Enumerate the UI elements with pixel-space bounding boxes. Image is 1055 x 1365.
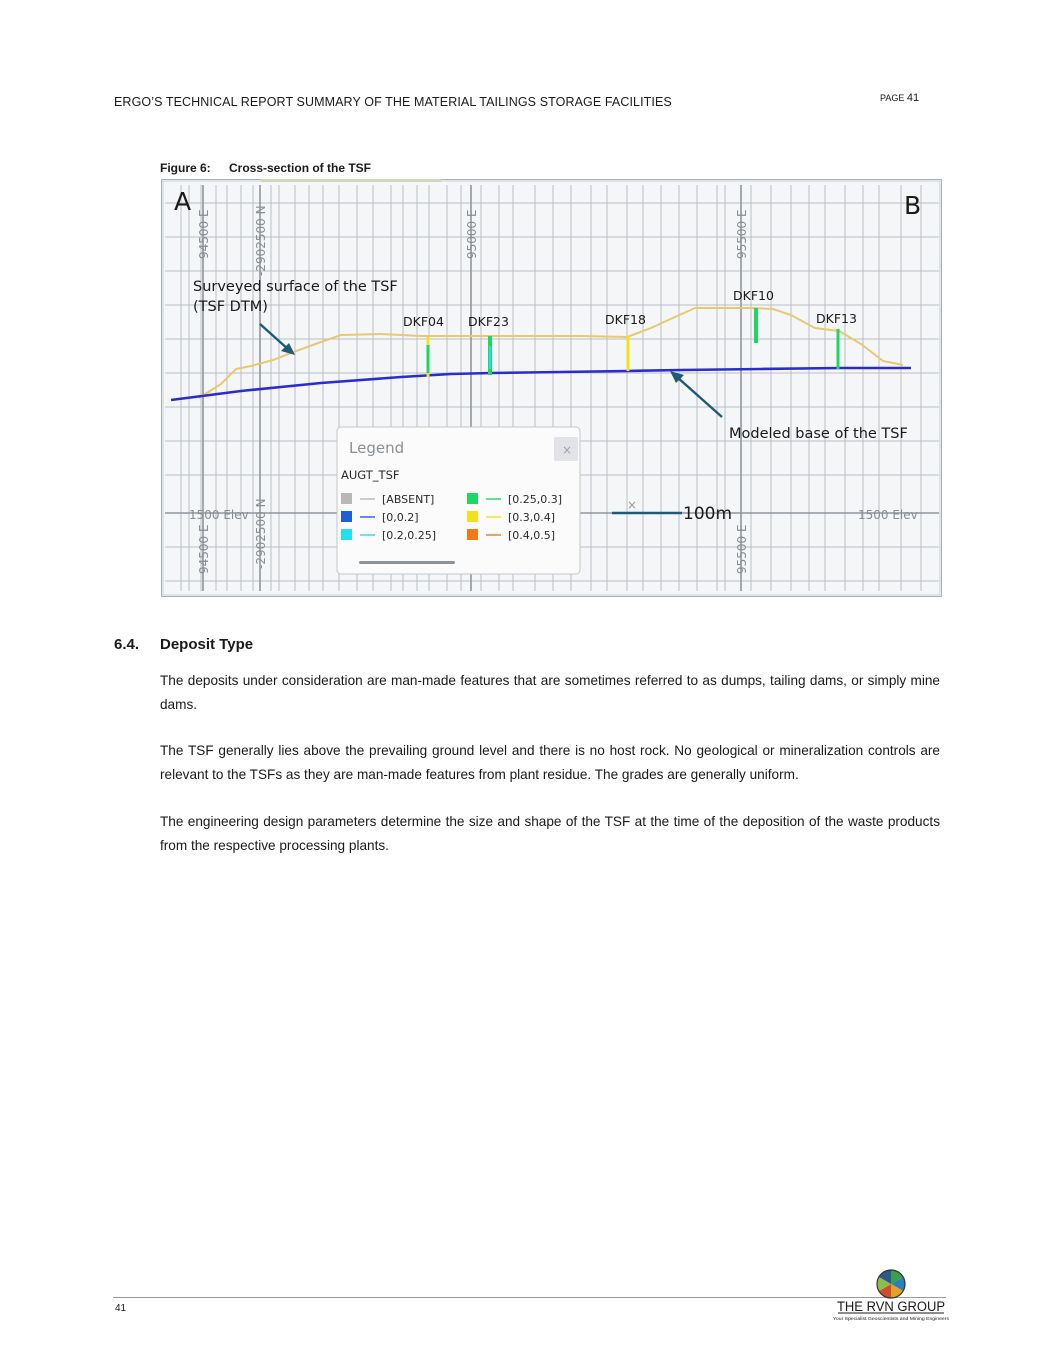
legend-swatch-absent — [341, 493, 352, 504]
drillhole-label-dkf23: DKF23 — [468, 314, 509, 329]
figure-title: Cross-section of the TSF — [229, 161, 372, 175]
figure-number: Figure 6: — [160, 161, 211, 175]
drillhole-label-dkf10: DKF10 — [733, 288, 774, 303]
grid-label-2902500n-top: -2902500 N — [254, 205, 268, 276]
surface-annotation-line2: (TSF DTM) — [193, 299, 268, 315]
elevation-label-left: 1500 Elev — [189, 508, 249, 522]
page-prefix: PAGE — [880, 93, 905, 103]
base-annotation: Modeled base of the TSF — [729, 426, 908, 442]
drillhole-label-dkf18: DKF18 — [605, 312, 646, 327]
legend-panel[interactable] — [337, 427, 580, 574]
running-header-title: ERGO’S TECHNICAL REPORT SUMMARY OF THE MATERIAL TAILINGS STORAGE FACILITIES — [114, 95, 672, 109]
grid-label-95500e-top: 95500 E — [735, 209, 749, 259]
figure-top-tab — [261, 179, 441, 182]
legend-field-name: AUGT_TSF — [341, 468, 400, 482]
surface-annotation-line1: Surveyed surface of the TSF — [193, 279, 398, 295]
footer-page-number: 41 — [115, 1303, 127, 1314]
legend-scrollbar[interactable] — [359, 561, 455, 564]
legend-close-icon[interactable]: × — [562, 443, 573, 457]
cross-section-image — [161, 179, 942, 597]
figure-caption — [160, 161, 371, 175]
grid-label-95000e-top: 95000 E — [465, 209, 479, 259]
section-title: Deposit Type — [160, 636, 254, 653]
elevation-label-right: 1500 Elev — [858, 508, 918, 522]
legend-label-0-0.2: [0,0.2] — [382, 511, 419, 524]
section-number: 6.4. — [114, 636, 140, 653]
legend-swatch-0.3-0.4 — [467, 511, 478, 522]
grid-label-95500e-bottom: 95500 E — [735, 524, 749, 574]
grid-label-94500e-bottom: 94500 E — [197, 524, 211, 574]
legend-title: Legend — [349, 439, 405, 457]
legend-swatch-0-0.2 — [341, 511, 352, 522]
legend-swatch-0.2-0.25 — [341, 529, 352, 540]
grid-label-94500e-top: 94500 E — [197, 209, 211, 259]
legend-label-0.25-0.3: [0.25,0.3] — [508, 493, 563, 506]
logo-emblem-icon — [877, 1270, 905, 1298]
page-number: 41 — [906, 92, 920, 104]
running-header-page — [880, 92, 919, 104]
drillhole-label-dkf13: DKF13 — [816, 311, 857, 326]
legend-label-0.4-0.5: [0.4,0.5] — [508, 529, 556, 542]
scale-bar-label: 100m — [683, 504, 733, 524]
paragraph-1: The deposits under consideration are man-made features that are sometimes referred to as dumps, tailing dams, or simply mine dams. — [160, 673, 940, 712]
drillhole-label-dkf04: DKF04 — [403, 314, 444, 329]
section-heading — [114, 636, 253, 653]
legend-label-0.2-0.25: [0.2,0.25] — [382, 529, 437, 542]
legend-label-0.3-0.4: [0.3,0.4] — [508, 511, 556, 524]
legend-label-absent: [ABSENT] — [382, 493, 435, 506]
footer-divider — [113, 1297, 946, 1298]
legend-swatch-0.25-0.3 — [467, 493, 478, 504]
logo-tagline: Your Specialist Geoscientists and Mining Engineers — [833, 1316, 949, 1321]
scale-bar-mark-icon: × — [627, 498, 638, 512]
section-start-label: A — [174, 187, 192, 216]
legend-swatch-0.4-0.5 — [467, 529, 478, 540]
logo-name: THE RVN GROUP — [837, 1299, 945, 1314]
grid-label-2902500n-bottom: -2902500 N — [254, 498, 268, 569]
cross-section-figure — [161, 179, 942, 597]
paragraph-3: The engineering design parameters determine the size and shape of the TSF at the time of the deposition of the waste products from the respective processing plants. — [160, 814, 940, 853]
section-end-label: B — [904, 191, 922, 220]
rvn-group-logo — [828, 1266, 954, 1326]
paragraph-2: The TSF generally lies above the prevailing ground level and there is no host rock. No geological or mineralization controls are relevant to the TSFs as they are man-made features from plant residue. The grades are generally uniform. — [160, 743, 940, 782]
